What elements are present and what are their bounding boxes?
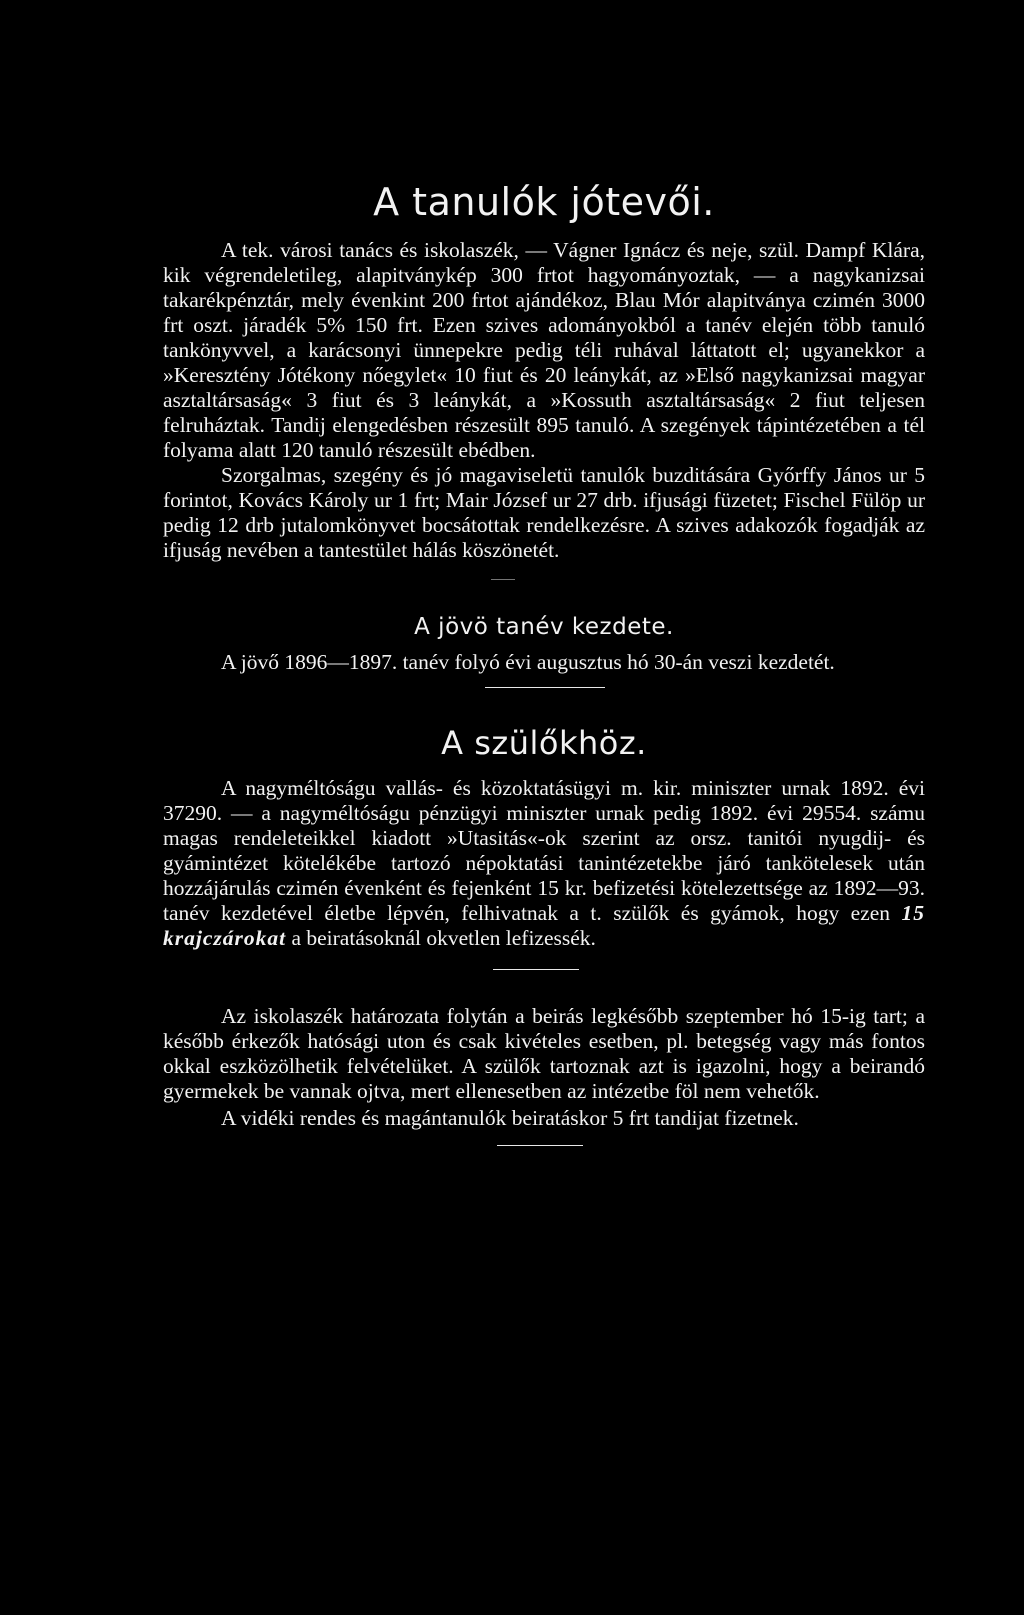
section-title-parents: A szülőkhöz.	[441, 724, 647, 762]
document-page	[163, 180, 925, 1146]
fees-text: A nagyméltóságu vallás- és közoktatásügyi m. kir. miniszter urnak 1892. évi 37290. — a nagyméltóságu pénzügyi miniszter urnak pedig 1892. évi 29554. számu magas rendeleteikkel kiadott »Utasitás«-ok szerint az orsz. tanitói nyugdij- és gyámintézet kötelékébe tartozó népoktatási tanintézetekbe járó tankötelesek után hozzájárulás czimén évenként és fejenként 15 kr. befizetési kötelezettsége az 1892—93. tanév kezdetével életbe lépvén, felhivatnak a t. szülők és gyámok, hogy ezen	[163, 776, 925, 925]
divider	[493, 969, 579, 970]
section-title-benefactors: A tanulók jótevői.	[373, 180, 715, 224]
section-title-next-year: A jövö tanév kezdete.	[414, 614, 674, 640]
fees-text-end: a beiratásoknál okvetlen lefizessék.	[291, 926, 596, 950]
paragraph-next-year: A jövő 1896—1897. tanév folyó évi augusztus hó 30-án veszi kezdetét.	[221, 650, 835, 674]
fees-emphasis: 15 krajczárokat	[163, 901, 926, 950]
divider	[485, 687, 605, 688]
divider	[491, 579, 515, 580]
paragraph-benefactors: A tek. városi tanács és iskolaszék, — Vágner Ignácz és neje, szül. Dampf Klára, kik végrendeletileg, alapitványkép 300 frtot hagyományoztak, — a nagykanizsai takarékpénztár, mely évenkint 200 frtot ajándékoz, Blau Mór alapitványa czimén 3000 frt oszt. járadék 5% 150 frt. Ezen szives adományokból a tanév elején több tanuló tankönyvvel, a karácsonyi ünnepekre pedig téli ruhával láttatott el; ugyanekkor a »Keresztény Jótékony nőegylet« 10 fiut és 20 leánykát, az »Első nagykanizsai magyar asztaltársaság« 3 fiut és 3 leánykát, a »Kossuth asztaltársaság« 2 fiut teljesen felruháztak. Tandij elengedésben részesült 895 tanuló. A szegények tápintézetében a tél folyama alatt 120 tanuló részesült ebédben.	[163, 238, 925, 462]
paragraph-enrollment: Az iskolaszék határozata folytán a beirás legkésőbb szeptember hó 15-ig tart; a később érkezők hatósági uton és csak kivételes esetben, pl. betegség vagy más fontos okkal eszközölhetik felvételüket. A szülők tartoznak azt is igazolni, hogy a beirandó gyermekek be vannak ojtva, mert ellenesetben az intézetbe föl nem vehetők.	[163, 1004, 925, 1103]
divider	[497, 1145, 583, 1146]
paragraph-tuition: A vidéki rendes és magántanulók beiratáskor 5 frt tandijat fizetnek.	[221, 1106, 799, 1130]
paragraph-fees	[163, 776, 925, 951]
paragraph-donations: Szorgalmas, szegény és jó magaviseletü tanulók buzditására Győrffy János ur 5 forintot, Kovács Károly ur 1 frt; Mair József ur 27 drb. ifjusági füzetet; Fischel Fülöp ur pedig 12 drb jutalomkönyvet bocsátottak rendelkezésre. A szives adakozók fogadják az ifjuság nevében a tantestület hálás köszönetét.	[163, 463, 925, 562]
